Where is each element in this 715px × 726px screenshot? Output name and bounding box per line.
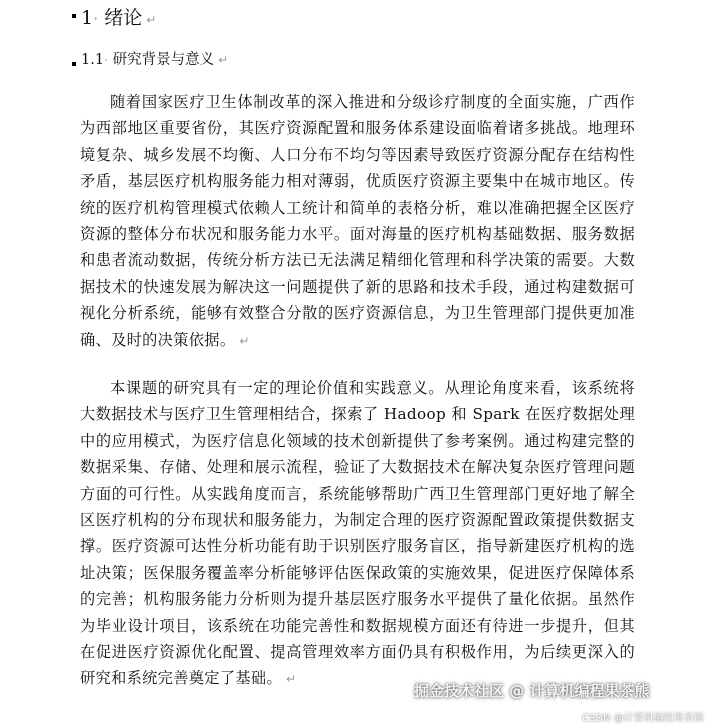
heading-1-space-mark: · xyxy=(93,9,99,28)
heading-1-number: 1 xyxy=(81,7,94,29)
body-paragraph-1 xyxy=(80,89,635,354)
paragraph-mark: ↵ xyxy=(146,13,157,27)
paragraph-mark: ↵ xyxy=(218,53,229,67)
paragraph-mark: ↵ xyxy=(239,333,250,348)
paragraph-mark: ↵ xyxy=(286,672,297,687)
heading-2-space-mark: · xyxy=(104,53,108,67)
heading-1-bullet xyxy=(72,14,76,18)
heading-2 xyxy=(81,47,228,73)
heading-2-title: 研究背景与意义 xyxy=(112,52,215,68)
watermark-main: 掘金技术社区 @ 计算机编程果茶熊 xyxy=(414,682,650,700)
heading-2-number: 1.1 xyxy=(81,52,105,68)
body-paragraph-1-text: 随着国家医疗卫生体制改革的深入推进和分级诊疗制度的全面实施，广西作为西部地区重要省份，其医疗资源配置和服务体系建设面临着诸多挑战。地理环境复杂、城乡发展不均衡、人口分布不均匀等因素导致医疗资源分配存在结构性矛盾，基层医疗机构服务能力相对薄弱，优质医疗资源主要集中在城市地区。传统的医疗机构管理模式依赖人工统计和简单的表格分析，难以准确把握全区医疗资源的整体分布状况和服务能力水平。面对海量的医疗机构基础数据、服务数据和患者流动数据，传统分析方法已无法满足精细化管理和科学决策的需要。大数据技术的快速发展为解决这一问题提供了新的思路和技术手段，通过构建数据可视化分析系统，能够有效整合分散的医疗资源信息，为卫生管理部门提供更加准确、及时的决策依据。 xyxy=(80,93,635,349)
heading-1-title: 绪论 xyxy=(104,7,143,29)
watermark-sub: CSDN @计算机编程果茶熊 xyxy=(582,713,704,724)
heading-2-bullet xyxy=(72,62,76,66)
heading-1 xyxy=(81,4,156,32)
body-paragraph-2 xyxy=(80,375,635,693)
body-paragraph-2-text: 本课题的研究具有一定的理论价值和实践意义。从理论角度来看，该系统将大数据技术与医疗卫生管理相结合，探索了 Hadoop 和 Spark 在医疗数据处理中的应用模式，为医疗信息化领域的技术创新提供了参考案例。通过构建完整的数据采集、存储、处理和展示流程，验证了大数据技术在解决复杂医疗管理问题方面的可行性。从实践角度而言，系统能够帮助广西卫生管理部门更好地了解全区医疗机构的分布现状和服务能力，为制定合理的医疗资源配置政策提供数据支撑。医疗资源可达性分析功能有助于识别医疗服务盲区，指导新建医疗机构的选址决策；医保服务覆盖率分析能够评估医保政策的实施效果，促进医疗保障体系的完善；机构服务能力分析则为提升基层医疗服务水平提供了量化依据。虽然作为毕业设计项目，该系统在功能完善性和数据规模方面还有待进一步提升，但其在促进医疗资源优化配置、提高管理效率方面仍具有积极作用，为后续更深入的研究和系统完善奠定了基础。 xyxy=(80,379,635,688)
